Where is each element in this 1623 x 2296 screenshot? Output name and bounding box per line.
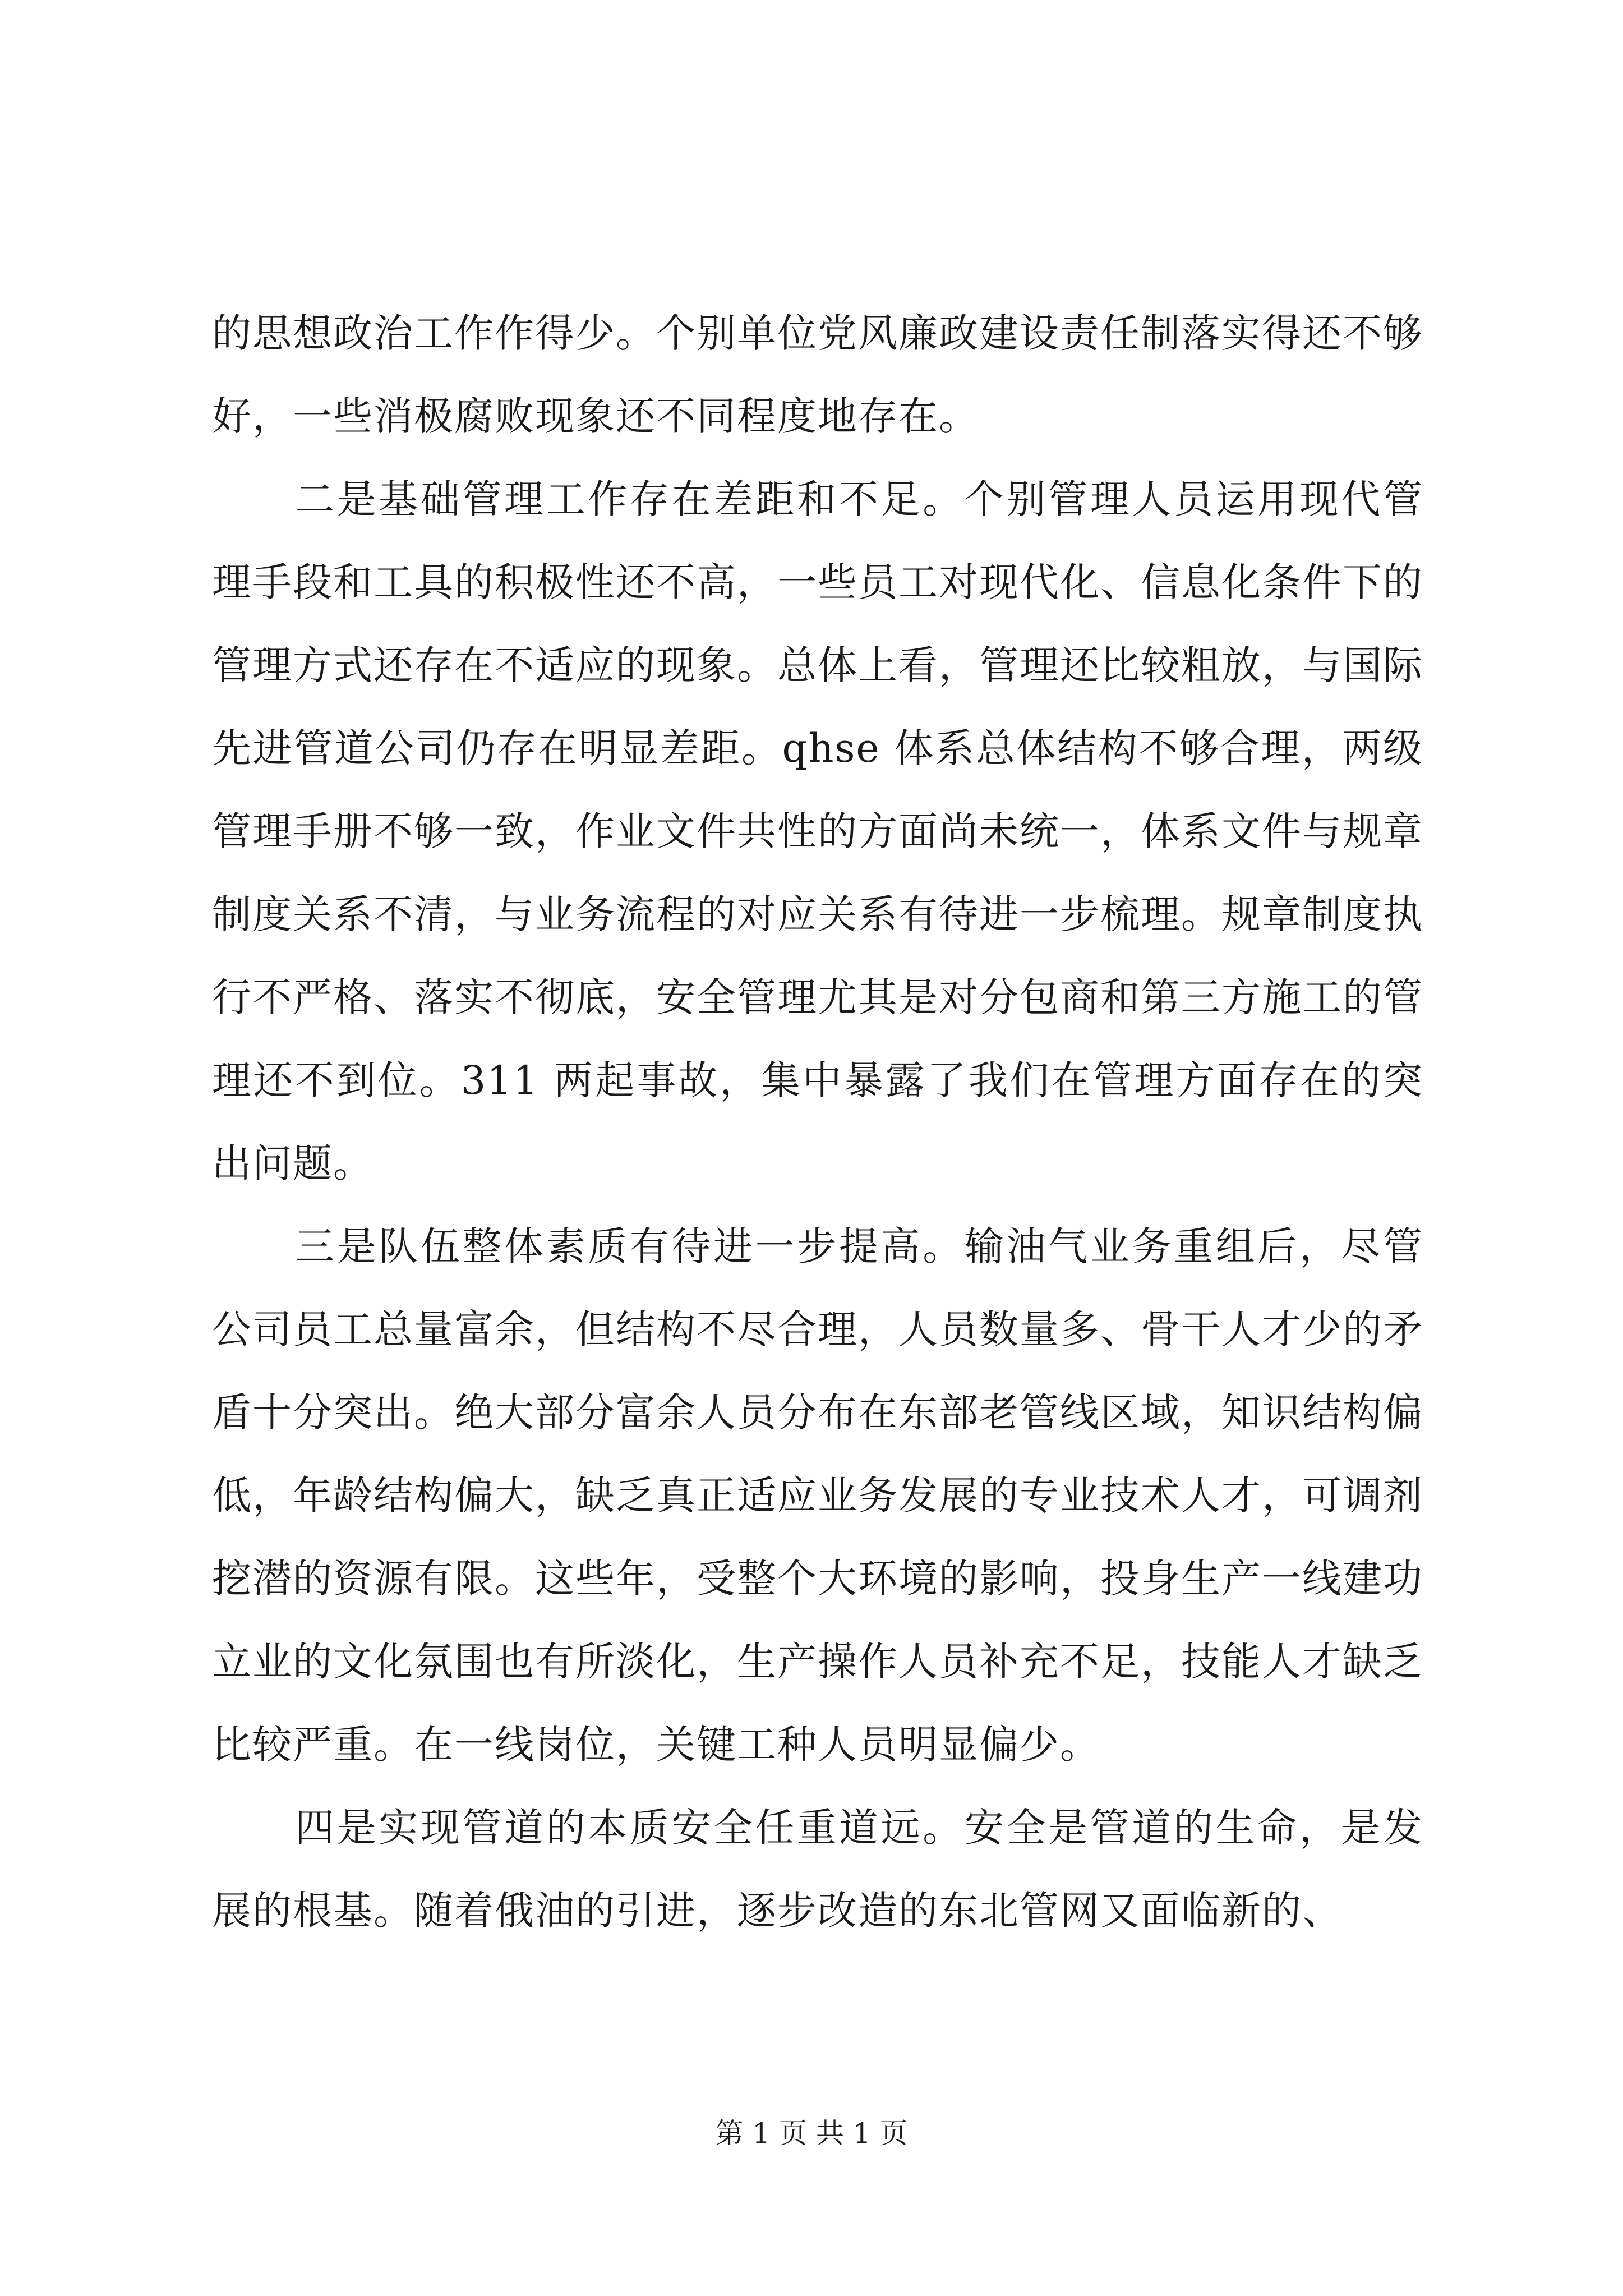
- document-body: [212, 292, 1423, 1952]
- paragraph-1: 的思想政治工作作得少。个别单位党风廉政建设责任制落实得还不够好，一些消极腐败现象还不同程度地存在。: [212, 310, 1423, 439]
- paragraph-4: 四是实现管道的本质安全任重道远。安全是管道的生命，是发展的根基。随着俄油的引进，逐步改造的东北管网又面临新的、: [212, 1805, 1423, 1934]
- page-footer: 第 1 页 共 1 页: [715, 2117, 908, 2150]
- paragraph-2: 二是基础管理工作存在差距和不足。个别管理人员运用现代管理手段和工具的积极性还不高，一些员工对现代化、信息化条件下的管理方式还存在不适应的现象。总体上看，管理还比较粗放，与国际先进管道公司仍存在明显差距。qhse 体系总体结构不够合理，两级管理手册不够一致，作业文件共性的方面尚未统一，体系文件与规章制度关系不清，与业务流程的对应关系有待进一步梳理。规章制度执行不严格、落实不彻底，安全管理尤其是对分包商和第三方施工的管理还不到位。311 两起事故，集中暴露了我们在管理方面存在的突出问题。: [212, 476, 1423, 1186]
- paragraph-3: 三是队伍整体素质有待进一步提高。输油气业务重组后，尽管公司员工总量富余，但结构不尽合理，人员数量多、骨干人才少的矛盾十分突出。绝大部分富余人员分布在东部老管线区域，知识结构偏低，年龄结构偏大，缺乏真正适应业务发展的专业技术人才，可调剂挖潜的资源有限。这些年，受整个大环境的影响，投身生产一线建功立业的文化氛围也有所淡化，生产操作人员补充不足，技能人才缺乏比较严重。在一线岗位，关键工种人员明显偏少。: [212, 1223, 1423, 1768]
